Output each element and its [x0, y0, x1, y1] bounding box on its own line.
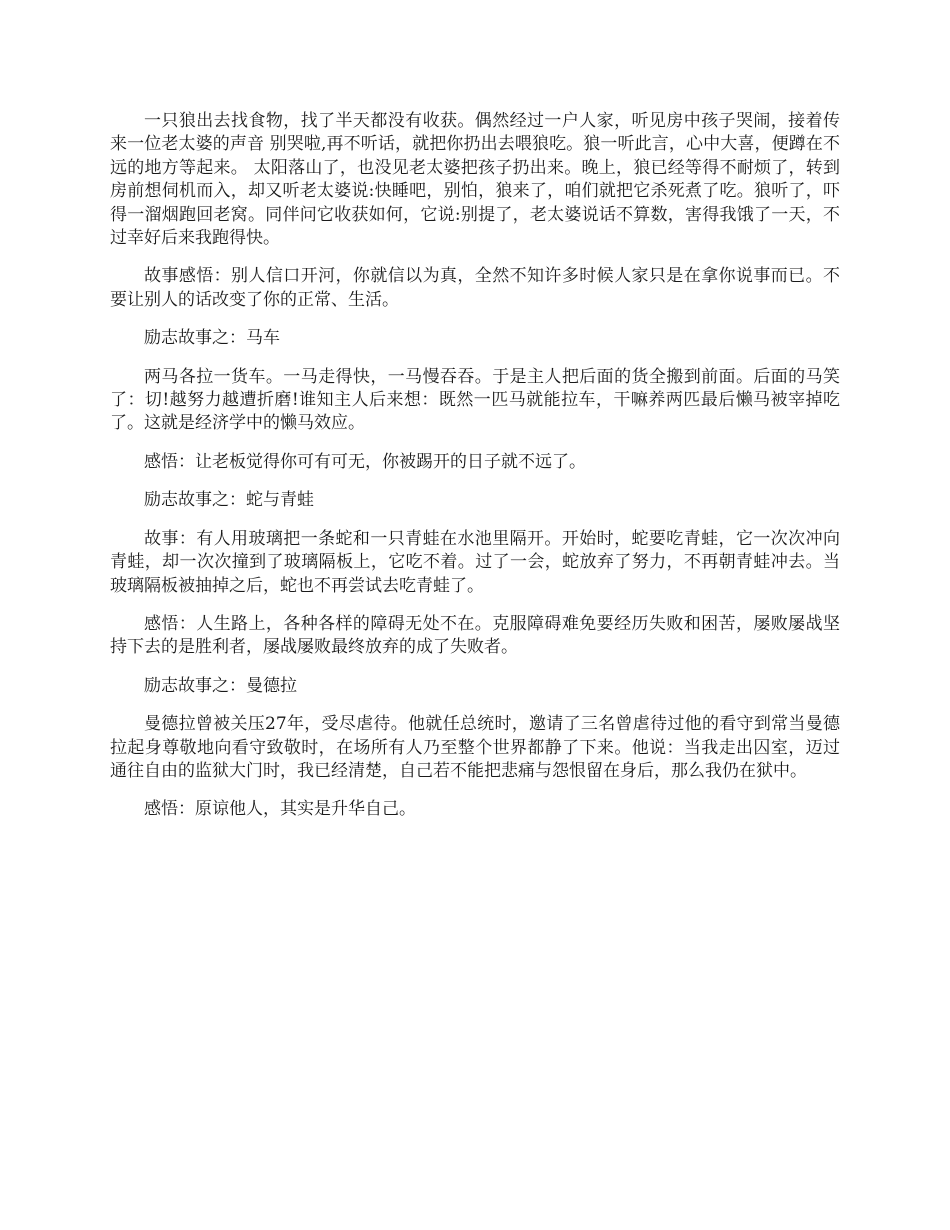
story-mandela-insight: 感悟：原谅他人，其实是升华自己。 — [144, 799, 416, 820]
story-carriage-insight: 感悟：让老板觉得你可有可无，你被踢开的日子就不远了。 — [144, 451, 586, 472]
story-carriage-paragraph: 两马各拉一货车。一马走得快，一马慢吞吞。于是主人把后面的货全搬到前面。后面的马笑了：切!越努力越遭折磨!谁知主人后来想：既然一匹马就能拉车，干嘛养两匹最后懒马被宰掉吃了。这就是经济学中的懒马效应。 — [110, 366, 840, 434]
heading-carriage: 励志故事之：马车 — [144, 328, 280, 349]
story-wolf-insight: 故事感悟：别人信口开河，你就信以为真，全然不知许多时候人家只是在拿你说事而已。不要让别人的话改变了你的正常、生活。 — [110, 266, 840, 310]
story-snake-frog-insight: 感悟：人生路上，各种各样的障碍无处不在。克服障碍难免要经历失败和困苦，屡败屡战坚持下去的是胜利者，屡战屡败最终放弃的成了失败者。 — [110, 613, 840, 658]
story-wolf-paragraph: 一只狼出去找食物，找了半天都没有收获。偶然经过一户人家，听见房中孩子哭闹，接着传来一位老太婆的声音 别哭啦,再不听话，就把你扔出去喂狼吃。狼一听此言，心中大喜，便蹲在不远的地方等起来。 太阳落山了，也没见老太婆把孩子扔出来。晚上，狼已经等得不耐烦了，转到房前想伺机而入，却又听老太婆说:快睡吧，别怕，狼来了，咱们就把它杀死煮了吃。狼听了，吓得一溜烟跑回老窝。同伴问它收获如何，它说:别提了，老太婆说话不算数，害得我饿了一天，不过幸好后来我跑得快。 — [110, 111, 840, 249]
story-mandela-paragraph: 曼德拉曾被关压27年，受尽虐待。他就任总统时，邀请了三名曾虐待过他的看守到常当曼德拉起身尊敬地向看守致敬时，在场所有人乃至整个世界都静了下来。他说：当我走出囚室，迈过通往自由的监狱大门时，我已经清楚，自己若不能把悲痛与怨恨留在身后，那么我仍在狱中。 — [110, 714, 840, 781]
heading-snake-frog: 励志故事之：蛇与青蛙 — [144, 490, 314, 511]
heading-mandela: 励志故事之：曼德拉 — [144, 675, 297, 696]
story-snake-frog-paragraph: 故事：有人用玻璃把一条蛇和一只青蛙在水池里隔开。开始时，蛇要吃青蛙，它一次次冲向青蛙，却一次次撞到了玻璃隔板上，它吃不着。过了一会，蛇放弃了努力，不再朝青蛙冲去。当玻璃隔板被抽掉之后，蛇也不再尝试去吃青蛙了。 — [110, 528, 840, 596]
document-body — [110, 110, 840, 837]
